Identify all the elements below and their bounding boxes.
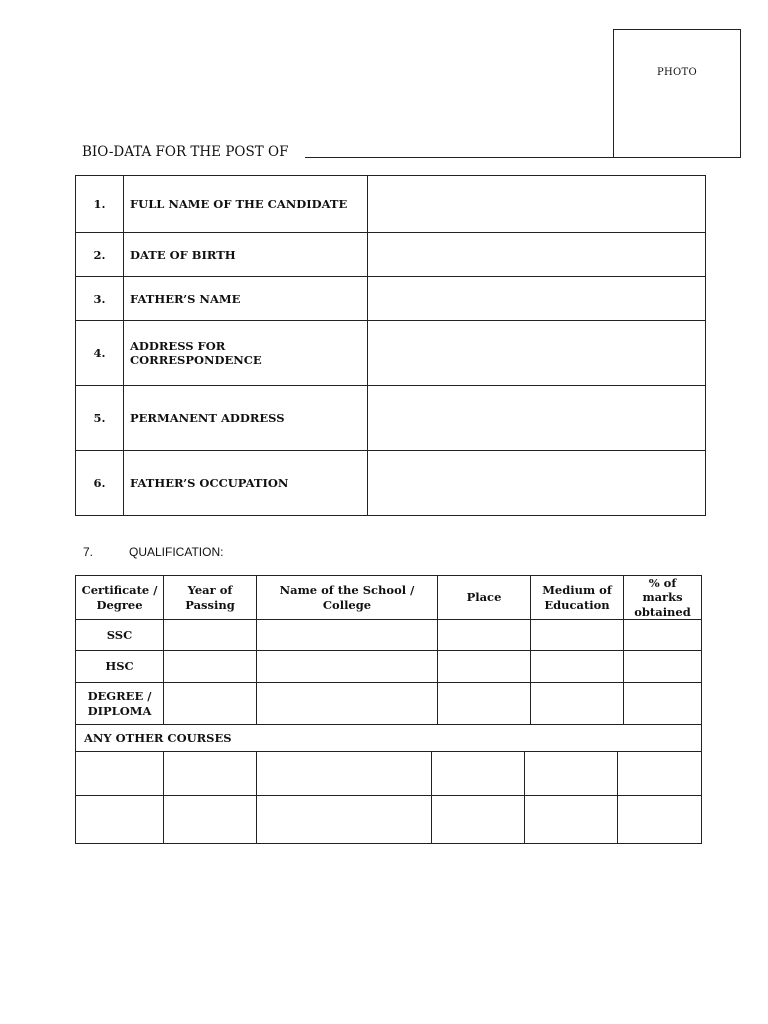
entry-cell[interactable] [257, 651, 438, 683]
entry-cell[interactable] [257, 683, 438, 725]
row-number: 4. [76, 321, 124, 386]
correspondence-address-entry-cell[interactable] [368, 321, 706, 386]
bio-row-date-of-birth [76, 233, 706, 277]
row-label: HSC [76, 651, 164, 683]
entry-cell[interactable] [257, 796, 432, 844]
qualification-row-degree [76, 683, 702, 725]
other-course-entry-row [76, 752, 702, 796]
entry-cell[interactable] [438, 620, 531, 651]
entry-cell[interactable] [531, 620, 624, 651]
bio-row-fathers-occupation [76, 451, 706, 516]
entry-cell[interactable] [531, 683, 624, 725]
row-label: FATHER’S OCCUPATION [124, 451, 368, 516]
entry-cell[interactable] [76, 796, 164, 844]
row-label: FATHER’S NAME [124, 277, 368, 321]
bio-row-full-name [76, 176, 706, 233]
photo-box [613, 29, 741, 158]
other-courses-row [76, 725, 702, 752]
photo-label: PHOTO [656, 67, 697, 78]
entry-cell[interactable] [525, 752, 618, 796]
full-name-entry-cell[interactable] [368, 176, 706, 233]
entry-cell[interactable] [257, 620, 438, 651]
other-courses-table [75, 751, 702, 844]
column-header: Year of Passing [164, 576, 257, 620]
other-course-entry-row [76, 796, 702, 844]
entry-cell[interactable] [76, 752, 164, 796]
row-number: 2. [76, 233, 124, 277]
qualification-row-hsc [76, 651, 702, 683]
date-of-birth-entry-cell[interactable] [368, 233, 706, 277]
row-label: FULL NAME OF THE CANDIDATE [124, 176, 368, 233]
column-header: Certificate / Degree [76, 576, 164, 620]
qualification-table [75, 575, 702, 752]
entry-cell[interactable] [618, 796, 702, 844]
entry-cell[interactable] [164, 651, 257, 683]
column-header: Place [438, 576, 531, 620]
row-label: ADDRESS FOR CORRESPONDENCE [124, 321, 368, 386]
bio-row-fathers-name [76, 277, 706, 321]
qualification-row-ssc [76, 620, 702, 651]
fathers-occupation-entry-cell[interactable] [368, 451, 706, 516]
fathers-name-entry-cell[interactable] [368, 277, 706, 321]
entry-cell[interactable] [164, 620, 257, 651]
entry-cell[interactable] [164, 683, 257, 725]
qualification-header-row [76, 576, 702, 620]
row-label: DEGREE / DIPLOMA [76, 683, 164, 725]
column-header: Name of the School / College [257, 576, 438, 620]
bio-data-table [75, 175, 706, 516]
row-number: 3. [76, 277, 124, 321]
entry-cell[interactable] [624, 683, 702, 725]
entry-cell[interactable] [438, 651, 531, 683]
row-label: SSC [76, 620, 164, 651]
entry-cell[interactable] [432, 796, 525, 844]
row-number: 6. [76, 451, 124, 516]
permanent-address-entry-cell[interactable] [368, 386, 706, 451]
row-number: 5. [76, 386, 124, 451]
qualification-number: 7. [83, 545, 94, 559]
entry-cell[interactable] [618, 752, 702, 796]
column-header: Medium of Education [531, 576, 624, 620]
other-courses-label: ANY OTHER COURSES [76, 725, 702, 752]
row-number: 1. [76, 176, 124, 233]
entry-cell[interactable] [525, 796, 618, 844]
entry-cell[interactable] [164, 796, 257, 844]
page-title: BIO-DATA FOR THE POST OF [82, 144, 289, 160]
qualification-heading: QUALIFICATION: [129, 545, 224, 559]
post-name-blank-line [305, 157, 615, 158]
entry-cell[interactable] [164, 752, 257, 796]
entry-cell[interactable] [438, 683, 531, 725]
entry-cell[interactable] [257, 752, 432, 796]
column-header: % of marks obtained [624, 576, 702, 620]
row-label: PERMANENT ADDRESS [124, 386, 368, 451]
entry-cell[interactable] [531, 651, 624, 683]
entry-cell[interactable] [624, 651, 702, 683]
entry-cell[interactable] [432, 752, 525, 796]
bio-row-permanent-address [76, 386, 706, 451]
bio-row-correspondence-address [76, 321, 706, 386]
entry-cell[interactable] [624, 620, 702, 651]
row-label: DATE OF BIRTH [124, 233, 368, 277]
